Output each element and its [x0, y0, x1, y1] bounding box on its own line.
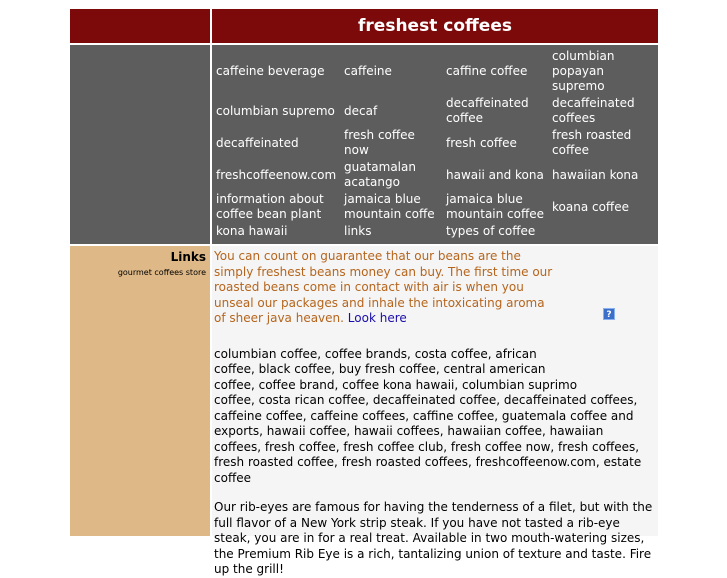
nav-left-cell: [70, 45, 210, 244]
nav-link[interactable]: links: [344, 224, 372, 238]
nav-link[interactable]: decaffeinated coffees: [552, 96, 635, 125]
header-title-cell: [212, 9, 658, 43]
nav-row: [214, 223, 658, 240]
keyword-line: coffee, black coffee, buy fresh coffee, central american: [214, 362, 546, 376]
nav-link: [550, 223, 658, 240]
nav-link[interactable]: jamaica blue mountain coffe: [344, 192, 435, 221]
nav-row: [214, 95, 658, 127]
keyword-line: coffee, coffee brand, coffee kona hawaii, columbian suprimo: [214, 377, 578, 392]
nav-section: [70, 45, 658, 244]
sidebar: [70, 246, 210, 536]
nav-row: [214, 127, 658, 159]
nav-link[interactable]: decaffeinated coffee: [446, 96, 529, 125]
header: [70, 9, 658, 43]
intro-paragraph: [214, 249, 554, 327]
nav-link[interactable]: decaffeinated: [216, 135, 299, 150]
nav-link[interactable]: hawaii and kona: [446, 167, 544, 182]
help-icon[interactable]: ?: [603, 308, 615, 320]
nav-link[interactable]: columbian popayan supremo: [552, 49, 615, 93]
keyword-line: coffee, costa rican coffee, decaffeinated coffee, decaffeinated coffees, caffeine coffee, caffeine coffees, caffine coffee, guatemala coffee and exports, hawaii coffee, hawaii coffees, hawaiian coffee, hawaiian coffees, fresh coffee, fresh coffee club, fresh coffee now, fresh coffees, fresh roasted coffee, fresh roasted coffees, freshcoffeenow.com, estate coffee: [214, 393, 642, 485]
page-title: freshest coffees: [358, 16, 512, 36]
nav-link[interactable]: kona hawaii: [216, 224, 288, 238]
nav-link[interactable]: decaf: [344, 103, 378, 118]
header-left-cell: [70, 9, 210, 43]
page: [70, 9, 658, 576]
nav-links-table: [214, 48, 658, 240]
sidebar-title: Links: [170, 250, 206, 264]
content-section: [70, 246, 658, 576]
nav-link[interactable]: caffeine: [344, 64, 392, 78]
look-here-link[interactable]: Look here: [347, 311, 407, 325]
nav-row: [214, 48, 658, 95]
sidebar-subtitle[interactable]: gourmet coffees store: [117, 268, 206, 277]
nav-link[interactable]: fresh roasted coffee: [552, 128, 632, 157]
nav-link[interactable]: columbian supremo: [216, 103, 335, 118]
nav-row: [214, 191, 658, 223]
ribeye-paragraph: Our rib-eyes are famous for having the tenderness of a filet, but with the full flavor of a New York strip steak. If you have not tasted a rib-eye steak, you are in for a real treat. Available in two mouth-watering sizes, the Premium Rib Eye is a rich, tantalizing union of texture and taste. Fire up the grill!: [214, 500, 653, 576]
nav-link[interactable]: fresh coffee now: [344, 128, 415, 157]
keyword-paragraph: [214, 347, 654, 487]
nav-link[interactable]: hawaiian kona: [552, 167, 639, 182]
nav-link[interactable]: fresh coffee: [446, 135, 517, 150]
nav-link[interactable]: caffine coffee: [446, 64, 528, 78]
nav-links-cell: [212, 45, 658, 244]
nav-link[interactable]: jamaica blue mountain coffee: [446, 192, 545, 221]
nav-link[interactable]: caffeine beverage: [216, 64, 325, 78]
nav-link[interactable]: koana coffee: [552, 199, 629, 214]
nav-link[interactable]: information about coffee bean plant: [216, 192, 324, 221]
intro-text: You can count on guarantee that our beans are the simply freshest beans money can buy. The first time our roasted beans come in contact with air is when you unseal our packages and inhale the intoxicating aroma of sheer java heaven.: [214, 249, 553, 325]
nav-link[interactable]: freshcoffeenow.com: [216, 167, 337, 182]
nav-link[interactable]: types of coffee: [446, 224, 536, 238]
keyword-line: columbian coffee, coffee brands, costa coffee, african: [214, 346, 537, 361]
nav-link[interactable]: guatamalan acatango: [344, 160, 416, 189]
main-content: [212, 246, 658, 576]
nav-row: [214, 159, 658, 191]
